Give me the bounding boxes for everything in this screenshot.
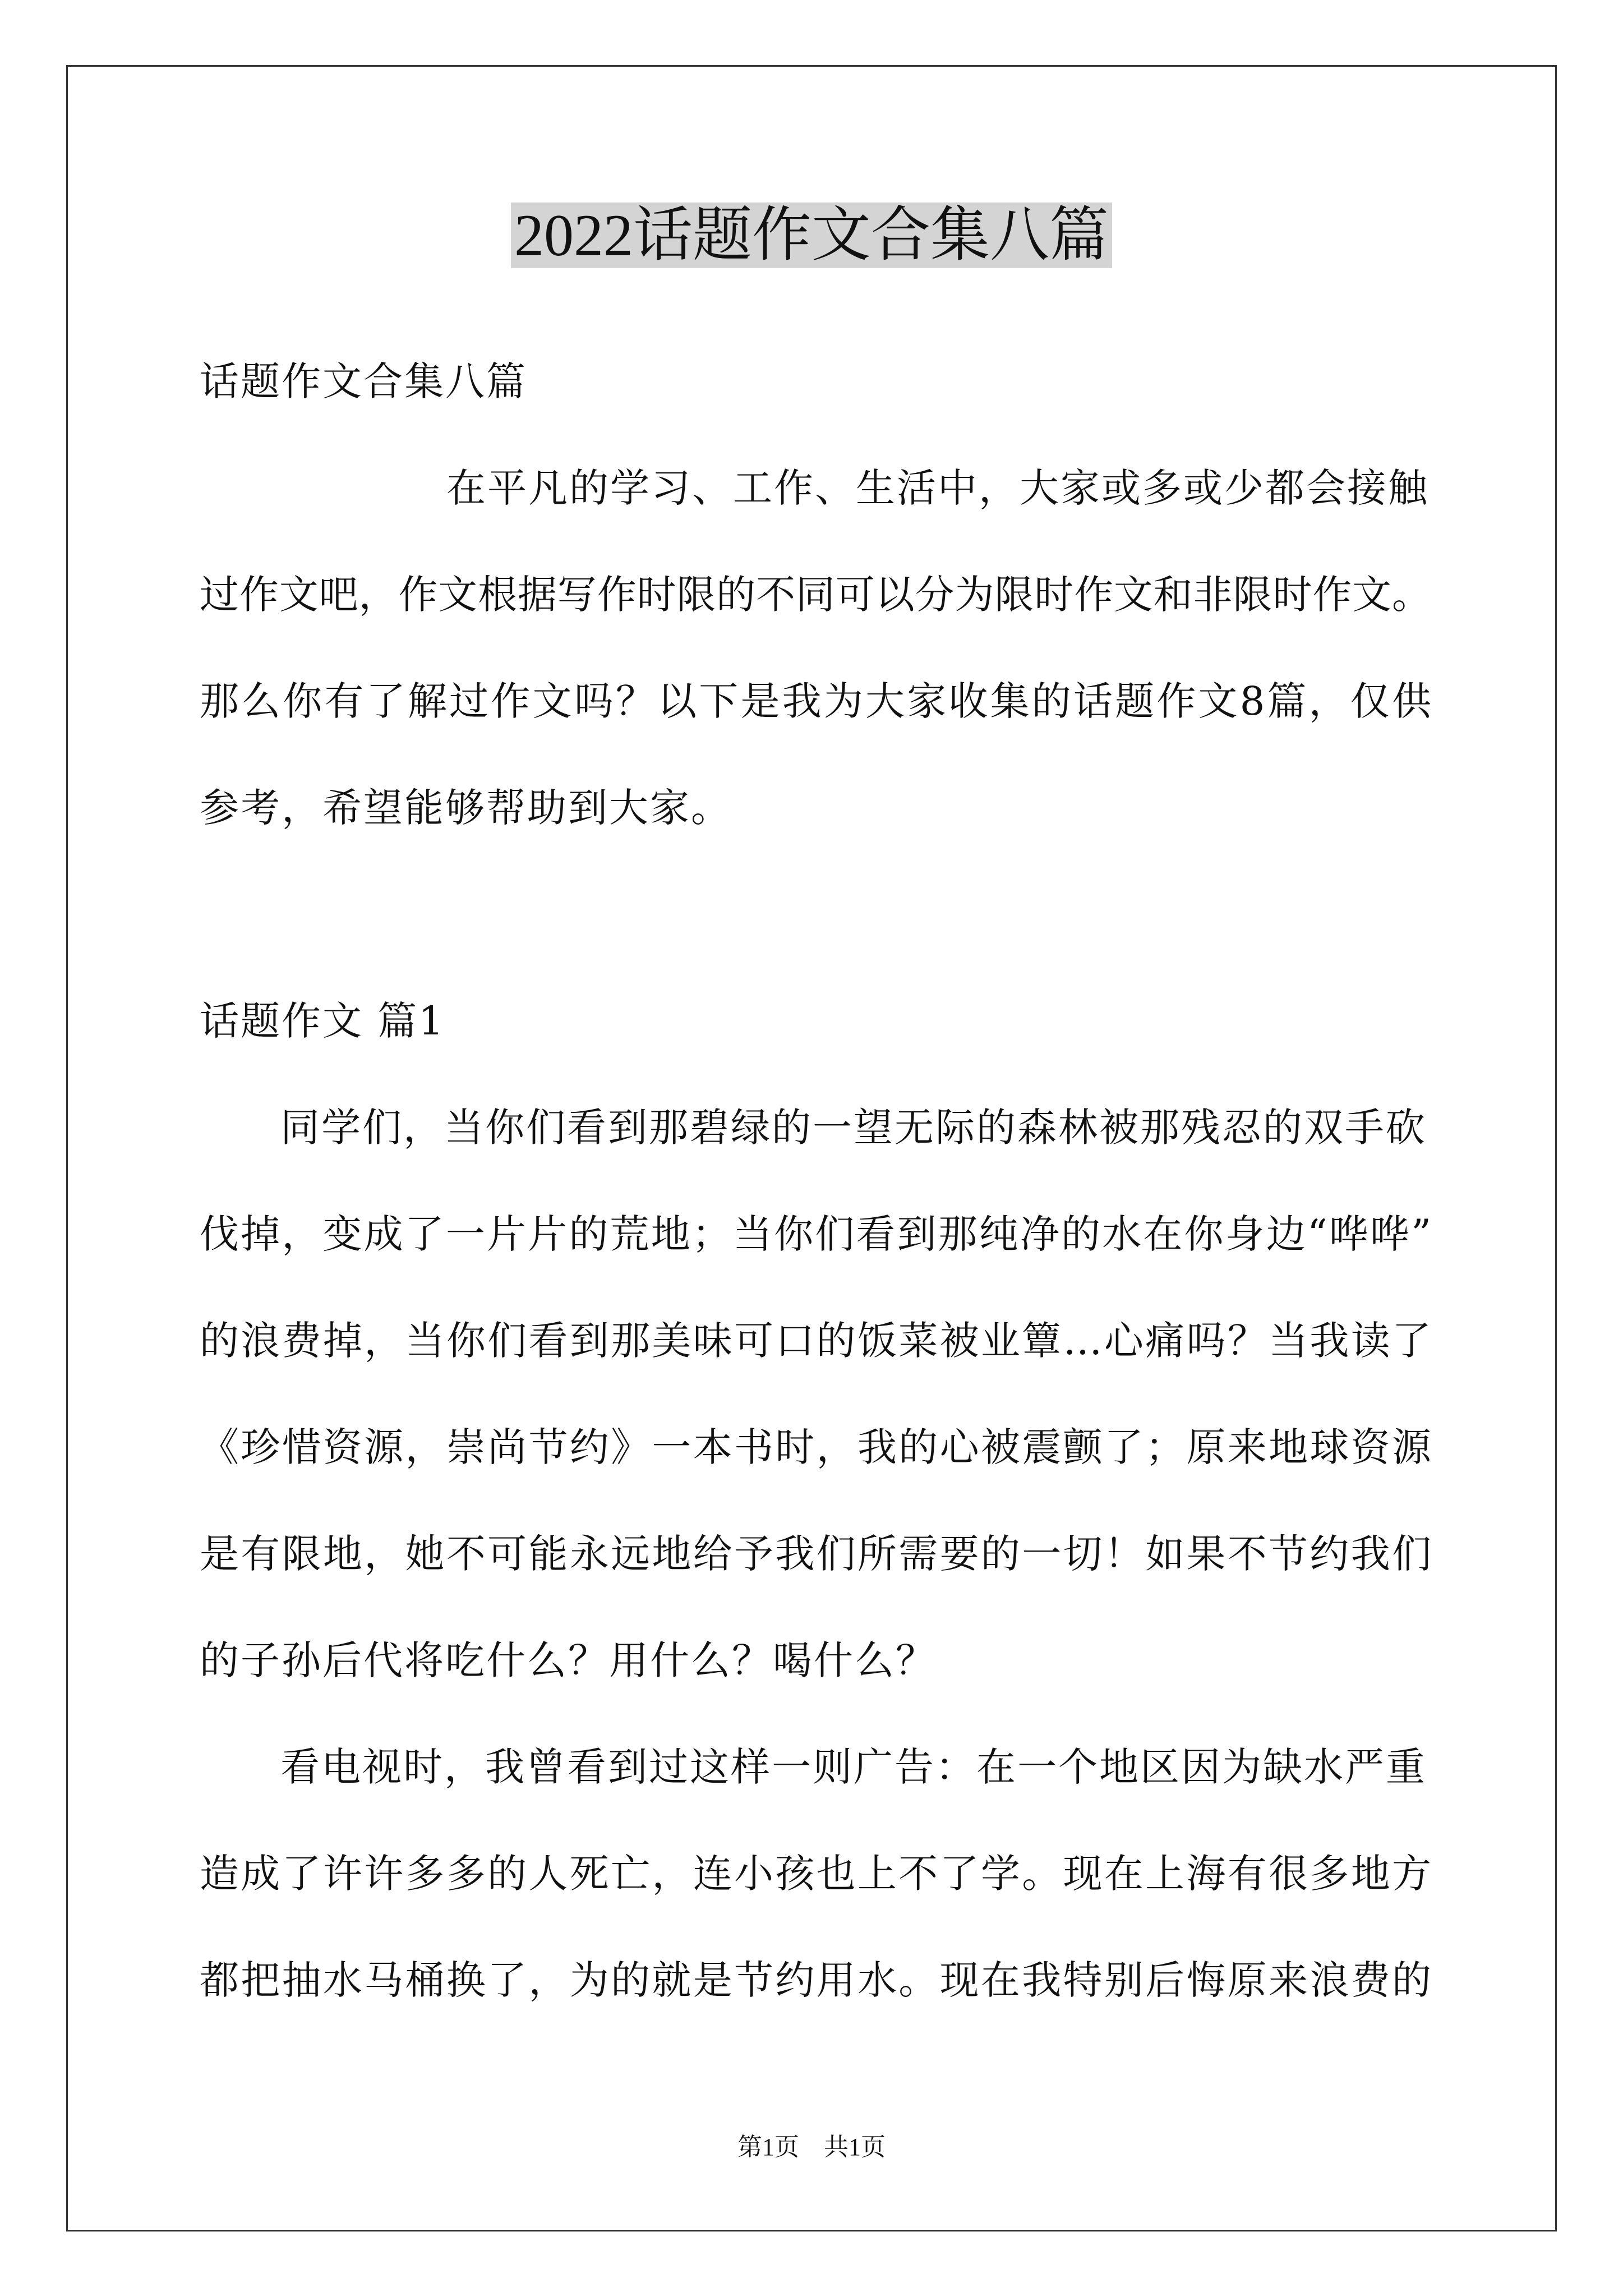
paragraph-line: 《珍惜资源，崇尚节约》一本书时，我的心被震颤了；原来地球资源 [200, 1424, 1431, 1470]
intro-line: 参考，希望能够帮助到大家。 [200, 785, 732, 831]
intro-line: 那么你有了解过作文吗？以下是我为大家收集的话题作文8篇，仅供 [200, 678, 1431, 724]
intro-line: 过作文吧，作文根据写作时限的不同可以分为限时作文和非限时作文。 [200, 572, 1431, 618]
document-subtitle: 话题作文合集八篇 [200, 358, 527, 404]
section-heading: 话题作文 篇1 [200, 998, 445, 1044]
page-total: 共1页 [824, 2133, 886, 2161]
paragraph-line: 伐掉，变成了一片片的荒地；当你们看到那纯净的水在你身边“哗哗” [200, 1211, 1431, 1257]
paragraph-line: 造成了许许多多的人死亡，连小孩也上不了学。现在上海有很多地方 [200, 1851, 1431, 1897]
document-title-text: 2022话题作文合集八篇 [511, 203, 1112, 268]
intro-line: 在平凡的学习、工作、生活中，大家或多或少都会接触 [446, 465, 1429, 511]
page-number: 第1页 [737, 2133, 799, 2161]
paragraph-line: 同学们，当你们看到那碧绿的一望无际的森林被那残忍的双手砍 [280, 1105, 1427, 1151]
document-title [0, 196, 1623, 275]
page-footer [0, 2131, 1623, 2164]
paragraph-line: 都把抽水马桶换了，为的就是节约用水。现在我特别后悔原来浪费的 [200, 1957, 1431, 2003]
paragraph-line: 的浪费掉，当你们看到那美味可口的饭菜被业簟…心痛吗？当我读了 [200, 1318, 1431, 1364]
paragraph-line: 的子孙后代将吃什么？用什么？喝什么？ [200, 1637, 937, 1683]
paragraph-line: 看电视时，我曾看到过这样一则广告：在一个地区因为缺水严重 [280, 1744, 1427, 1790]
paragraph-line: 是有限地，她不可能永远地给予我们所需要的一切！如果不节约我们 [200, 1531, 1431, 1577]
